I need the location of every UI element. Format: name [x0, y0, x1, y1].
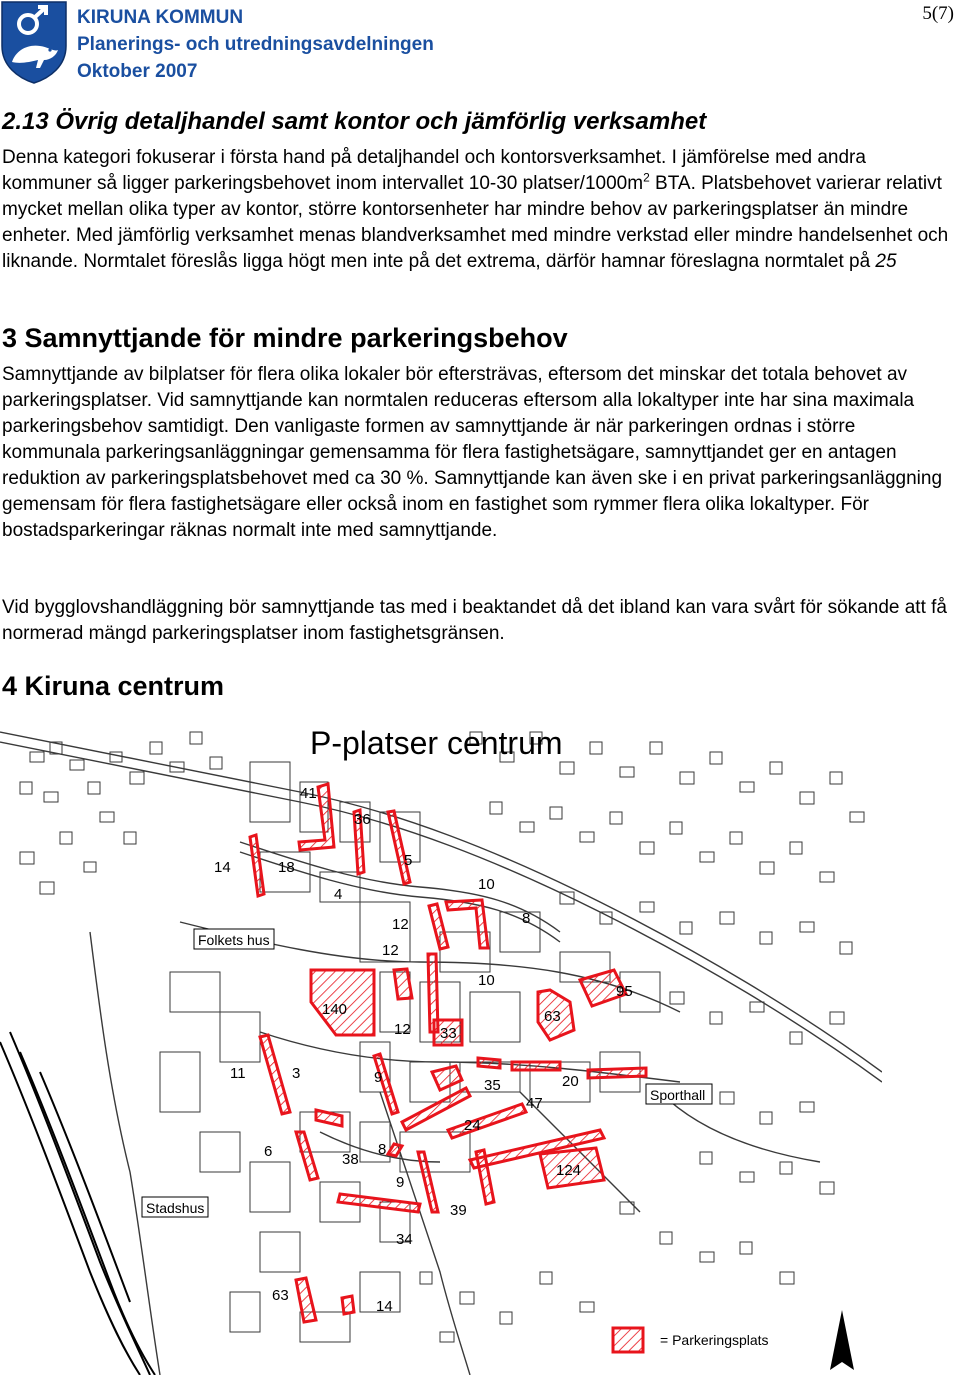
parking-count-label: 63	[272, 1287, 289, 1304]
parking-count-label: 6	[264, 1143, 273, 1160]
section-3-heading: 3 Samnyttjande för mindre parkeringsbehov	[2, 323, 568, 353]
parking-count-label: 12	[394, 1021, 411, 1038]
parking-count-label: 140	[322, 1001, 348, 1018]
parking-area	[260, 1035, 290, 1114]
parking-area	[512, 1062, 560, 1070]
parking-area	[432, 1066, 462, 1090]
section-2-13-paragraph: Denna kategori fokuserar i första hand på detaljhandel och kontorsverksamhet. I jämförelse med andra kommuner så ligger parkeringsbehovet inom intervallet 10-30 platser/$1000m^2$ BTA. Platsbehovet varierar relativt mycket mellan olika typer av kontor, större kontorsenheter har mindre behov av parkeringsplatser än mindre enheter. Med jämförlig verksamhet menas blandverksamhet med mindre verkstad eller mindre handelsenhet och liknande. Normtalet föreslås ligga högt men inte på det extrema, därför hamnar föreslagna normtalet på 25	[2, 147, 949, 272]
page-number: 5(7)	[922, 3, 954, 24]
parking-count-label: 9	[396, 1174, 405, 1191]
parking-area	[250, 835, 264, 896]
parking-count-label: 10	[478, 876, 495, 893]
parking-count-label: 38	[342, 1151, 359, 1168]
kiruna-coat-of-arms-logo	[0, 0, 68, 84]
parking-map	[0, 712, 882, 1375]
parking-count-label: 8	[522, 910, 531, 927]
parking-count-label: 24	[464, 1117, 481, 1134]
parking-area	[588, 1068, 646, 1078]
section-2-13-heading: 2.13 Övrig detaljhandel samt kontor och jämförlig verksamhet	[2, 108, 707, 135]
parking-count-label: 4	[334, 886, 343, 903]
parking-area	[296, 1132, 318, 1180]
parking-area	[448, 1104, 526, 1138]
parking-count-label: 95	[616, 983, 633, 1000]
parking-count-label: 10	[478, 972, 495, 989]
section-3-paragraph-2: Vid bygglovshandläggning bör samnyttjande tas med i beaktandet då det ibland kan vara svårt för sökande att få normerad mängd parkeringsplatser inom fastighetsgränsen.	[2, 597, 947, 644]
legend-parking-text: = Parkeringsplats	[660, 1332, 769, 1348]
parking-area	[338, 1194, 420, 1212]
map-legend	[613, 1328, 769, 1352]
section-4-heading: 4 Kiruna centrum	[2, 671, 225, 701]
parking-count-label: 14	[214, 859, 231, 876]
parking-count-label: 35	[484, 1077, 501, 1094]
parking-area	[402, 1088, 470, 1130]
map-roads	[0, 732, 882, 1375]
map-railway	[0, 1032, 155, 1375]
parking-map-svg	[0, 712, 882, 1375]
parking-count-label: 3	[292, 1065, 301, 1082]
parking-count-label: 41	[300, 785, 317, 802]
document-date: Oktober 2007	[77, 61, 198, 82]
department-name: Planerings- och utredningsavdelningen	[77, 34, 434, 55]
parking-count-label: 33	[440, 1025, 457, 1042]
parking-count-label: 11	[230, 1065, 246, 1082]
organization-block	[77, 4, 434, 85]
parking-area	[296, 1278, 316, 1322]
parking-count-label: 47	[526, 1095, 543, 1112]
parking-count-label: 34	[396, 1231, 413, 1248]
folkets-hus-label: Folkets hus	[198, 932, 270, 948]
parking-area	[446, 900, 488, 948]
parking-count-label: 36	[354, 811, 371, 828]
legend-parking-swatch	[613, 1328, 643, 1352]
parking-count-label: 12	[392, 916, 409, 933]
parking-area	[394, 969, 412, 999]
parking-count-label: 14	[376, 1298, 393, 1315]
parking-count-label: 18	[278, 859, 295, 876]
parking-count-label: 20	[562, 1073, 579, 1090]
parking-count-label: 12	[382, 942, 399, 959]
stadshus-label: Stadshus	[146, 1200, 205, 1216]
parking-area	[478, 1058, 500, 1068]
page-header	[0, 0, 960, 90]
north-arrow-icon	[830, 1310, 854, 1370]
parking-area	[429, 904, 448, 949]
parking-count-label: 9	[374, 1069, 383, 1086]
map-title: P-platser centrum	[310, 725, 563, 761]
parking-count-label: 39	[450, 1202, 467, 1219]
parking-area	[388, 811, 413, 884]
section-3-paragraph-1: Samnyttjande av bilplatser för flera olika lokaler bör eftersträvas, eftersom det minskar det totala behovet av parkeringsplatser. Vid samnyttjande kan normtalen reduceras eftersom alla lokaltyper inte har sina maximala parkeringsbehov samtidigt. Den vanligaste formen av samnyttjande är när parkeringen ordnas i större kommunala parkeringsanläggningar gemensamma för flera fastighetsägare, samnyttjandet ger en antagen reduktion av parkeringsplatsbehovet med ca 30 %. Samnyttjande kan även ske i en privat parkeringsanläggning gemensam för flera fastighetsägare eller också inom en fastighet som rymmer flera olika lokaltyper. För bostadsparkeringar räknas normalt inte med samnyttjande.	[2, 364, 943, 541]
superscript: 2	[643, 170, 650, 185]
parking-count-label: 124	[556, 1162, 582, 1179]
parking-area	[342, 1296, 354, 1314]
sporthall-label: Sporthall	[650, 1087, 706, 1103]
parking-count-label: 63	[544, 1008, 561, 1025]
norm-value: 25	[875, 251, 897, 272]
parking-count-label: 8	[378, 1141, 387, 1158]
parking-count-label: 5	[404, 852, 413, 869]
org-name: KIRUNA KOMMUN	[77, 7, 244, 28]
